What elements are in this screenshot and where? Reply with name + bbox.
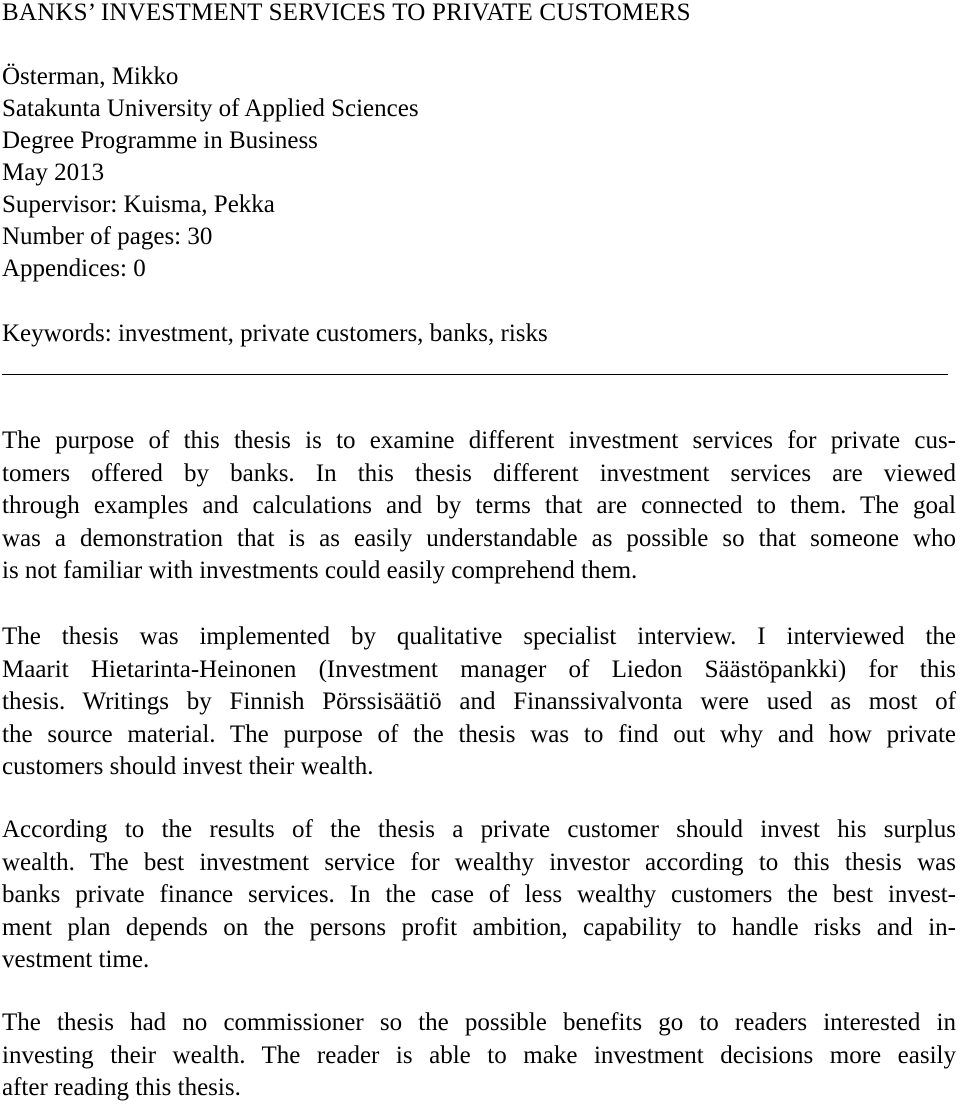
paragraph-line: the source material. The purpose of the thesis was to find out why and how private: [2, 720, 956, 748]
paragraph-line: after reading this thesis.: [2, 1074, 241, 1102]
keywords: Keywords: investment, private customers, banks, risks: [2, 320, 548, 347]
abstract-paragraph-1: [2, 425, 956, 588]
institution: Satakunta University of Applied Sciences: [2, 95, 419, 122]
paragraph-line: The thesis had no commissioner so the possible benefits go to readers interested in: [2, 1009, 956, 1036]
appendices: Appendices: 0: [2, 255, 146, 282]
author-name: Österman, Mikko: [2, 63, 179, 90]
paragraph-line: banks private finance services. In the case of less wealthy customers the best invest-: [2, 881, 956, 909]
degree-programme: Degree Programme in Business: [2, 127, 318, 154]
paragraph-line: Maarit Hietarinta-Heinonen (Investment manager of Liedon Säästöpankki) for this: [2, 655, 956, 683]
date: May 2013: [2, 159, 105, 186]
paragraph-line: ment plan depends on the persons profit ambition, capability to handle risks and in-: [2, 913, 956, 941]
abstract-paragraph-3: [2, 814, 956, 977]
paragraph-line: The purpose of this thesis is to examine different investment services for private cus-: [2, 427, 956, 454]
paragraph-line: through examples and calculations and by terms that are connected to them. The goal: [2, 492, 956, 520]
paragraph-line: wealth. The best investment service for wealthy investor according to this thesis was: [2, 848, 956, 876]
separator-rule: [2, 374, 948, 375]
paragraph-line: vestment time.: [2, 946, 150, 974]
paragraph-line: investing their wealth. The reader is able to make investment decisions more easily: [2, 1041, 956, 1069]
abstract-paragraph-4: [2, 1007, 956, 1105]
paragraph-line: thesis. Writings by Finnish Pörssisäätiö and Finanssivalvonta were used as most of: [2, 688, 956, 716]
supervisor: Supervisor: Kuisma, Pekka: [2, 191, 275, 218]
paragraph-line: The thesis was implemented by qualitative specialist interview. I interviewed the: [2, 623, 956, 650]
document-title: BANKS’ INVESTMENT SERVICES TO PRIVATE CUSTOMERS: [2, 0, 691, 26]
paragraph-line: customers should invest their wealth.: [2, 753, 374, 781]
paragraph-line: tomers offered by banks. In this thesis different investment services are viewed: [2, 459, 956, 487]
paragraph-line: is not familiar with investments could easily comprehend them.: [2, 557, 638, 585]
paragraph-line: According to the results of the thesis a private customer should invest his surplus: [2, 816, 956, 843]
paragraph-line: was a demonstration that is as easily understandable as possible so that someone who: [2, 524, 956, 552]
page-count: Number of pages: 30: [2, 223, 213, 250]
abstract-paragraph-2: [2, 621, 956, 784]
